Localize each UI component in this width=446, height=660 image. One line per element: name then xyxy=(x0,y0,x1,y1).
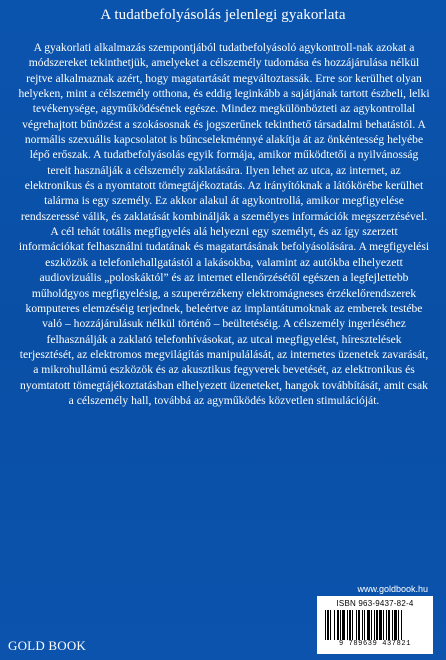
publisher-name: GOLD BOOK xyxy=(8,638,86,653)
isbn-number: ISBN 963-9437-82-4 xyxy=(336,599,414,608)
ean-number: 9 789639 437821 xyxy=(338,640,411,648)
cover-title: A tudatbefolyásolás jelenlegi gyakorlata xyxy=(100,7,346,23)
publisher-website: www.goldbook.hu xyxy=(357,584,428,594)
blurb-text xyxy=(18,40,430,408)
blurb-paragraph-2: A cél tehát totális megfigyelés alá helyezni egy személyt, és az így szerzett információkat felhasználni tudatának és magatartásának befolyásolására. A megfigyelési eszközök a telefonlehallgatástól a lakásokba, valamint az autókba elhelyezett audiovizuális „poloskáktól” és az internet ellenőrzésétől egészen a legfejlettebb műholdgyos megfigyelésig, a szuperérzékeny elektromágneses érzékelőrendszerek komputeres elemzéséig terjednek, beleértve az implantátumoknak az emberek testébe való – hozzájárulásuk nélkül történő – beültetéséig. A célszemély ingerléséhez felhasználják a zaklató telefonhívásokat, az utcai megfigyelést, híresztelések terjesztését, az elektromos megvilágítás manipulálását, az internetes üzenetek zavarását, a mikrohullámú eszközök és az akusztikus fegyverek bevetését, az elektronikus és nyomtatott tömegtájékoztatásban elhelyezett üzeneteket, hangok továbbítását, amit csak a célszemély hall, továbbá az agyműködés közvetlen stimulációját. xyxy=(18,225,430,407)
blurb-paragraph-1: A gyakorlati alkalmazás szempontjából tudatbefolyásoló agykontroll-nak azokat a módszereket tekinthetjük, amelyeket a célszemély tudomása és hozzájárulása nélkül rejtve alkalmaznak azért, hogy magatartását megváltoztassák. Erre sor kerülhet olyan helyeken, mint a célszemély otthona, és eddig leginkább a sajátjának tartott észbeli, lelki tevékenysége, agyműködésének egésze. Mindez megkülönbözteti az agykontrollal végrehajtott bűnözést a szokásosnak és jogszerűnek tekinthető társadalmi behatástól. A normális szexuális kapcsolatot is bűncselekménnyé alakítja át az önkéntesség helyébe lépő erőszak. A tudatbefolyásolás egyik formája, amikor működtetői a nyilvánosság tereit használják a célszemély zaklatására. Ilyen lehet az utca, az internet, az elektronikus és a nyomtatott tömegtájékoztatás. Az irányítóknak a látókörébe kerülhet talárma is egy személy. Ez akkor alakul át agykontrollá, amikor megfigyelése rendszeressé válik, és zaklatását kombinálják a személyes információk megszerzésével. xyxy=(18,41,430,223)
barcode-label xyxy=(317,596,433,654)
barcode-icon xyxy=(323,610,427,640)
